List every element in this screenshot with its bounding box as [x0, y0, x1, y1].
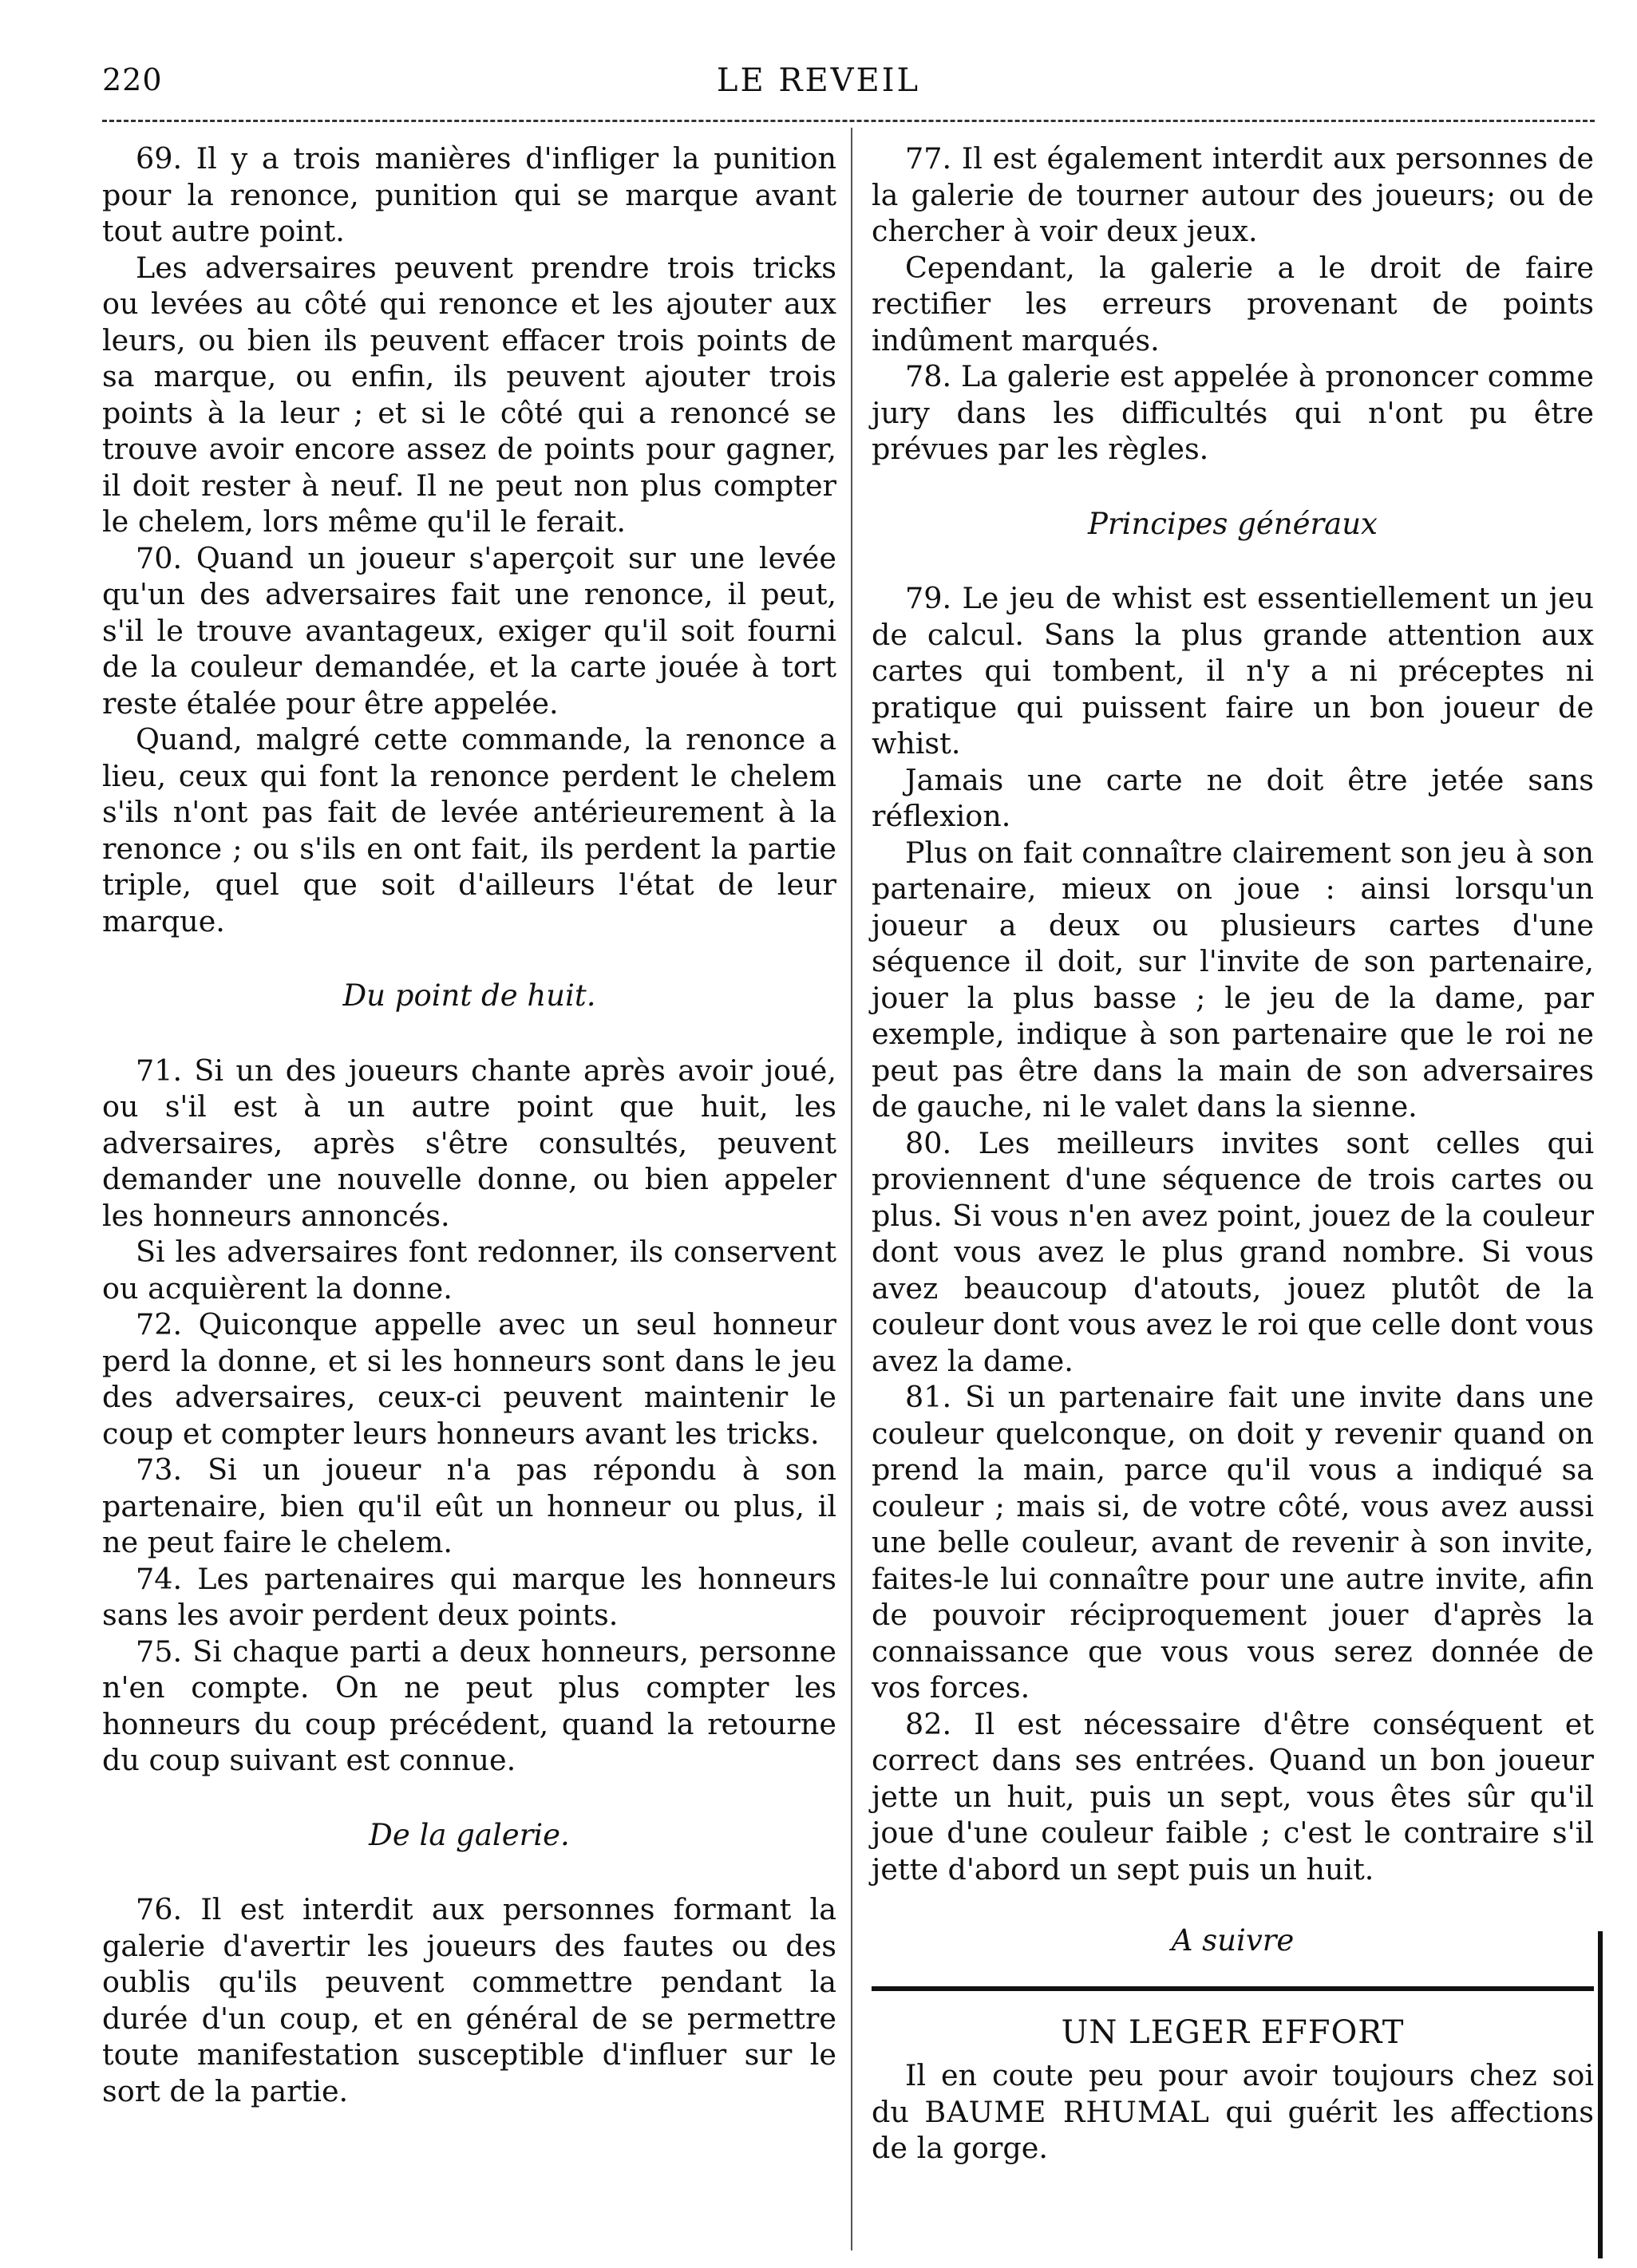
left-column	[102, 140, 836, 2109]
advert-title: UN LEGER EFFORT	[1061, 2013, 1405, 2051]
paragraph-82: 82. Il est nécessaire d'être conséquent et correct dans ses entrées. Quand un bon joueur jette un huit, puis un sept, vous êtes sûr qu'il joue d'une couleur faible ; c'est le contraire s'il jette d'abord un sept puis un huit.	[872, 1706, 1594, 1887]
section-heading-galerie: De la galerie.	[369, 1817, 570, 1852]
paragraph-70: 70. Quand un joueur s'aperçoit sur une levée qu'un des adversaires fait une renonce, il peut, s'il le trouve avantageux, exiger qu'il soit fourni de la couleur demandée, et la carte jouée à tort reste étalée pour être appelée.	[102, 540, 836, 721]
column-divider	[851, 128, 852, 2250]
paragraph-81: 81. Si un partenaire fait une invite dans une couleur quelconque, on doit y revenir quand on prend la main, parce qu'il vous a indiqué sa couleur ; mais si, de votre côté, vous avez aussi une belle couleur, avant de revenir à son invite, faites-le lui connaître pour une autre invite, afin de pouvoir réciproquement jouer d'après la connaissance que vous vous serez donnée de vos forces.	[872, 1380, 1594, 1705]
to-continue-note: A suivre	[1171, 1923, 1295, 1958]
advert-text	[872, 2057, 1594, 2167]
advert-brand: BAUME RHUMAL	[924, 2094, 1210, 2129]
paragraph-75: 75. Si chaque parti a deux honneurs, personne n'en compte. On ne peut plus compter les honneurs du coup précédent, quand la retourne du coup suivant est connue.	[102, 1634, 836, 1777]
section-heading-principes: Principes généraux	[1088, 506, 1378, 541]
advert-rule	[872, 1986, 1594, 1991]
right-edge-rule	[1598, 1931, 1603, 2258]
paragraph-70-cont: Quand, malgré cette commande, la renonce a lieu, ceux qui font la renonce perdent le chelem s'ils n'ont pas fait de levée antérieurement à la renonce ; ou s'ils en ont fait, ils perdent la partie triple, quel que soit d'ailleurs l'état de leur marque.	[102, 722, 836, 938]
paragraph-72: 72. Quiconque appelle avec un seul honneur perd la donne, et si les honneurs sont dans le jeu des adversaires, ceux-ci peuvent maintenir le coup et compter leurs honneurs avant les tricks.	[102, 1307, 836, 1451]
right-column	[872, 140, 1594, 2167]
paragraph-69-cont: Les adversaires peuvent prendre trois tricks ou levées au côté qui renonce et les ajouter aux leurs, ou bien ils peuvent effacer trois points de sa marque, ou enfin, ils peuvent ajouter trois points à la leur ; et si le côté qui a renoncé se trouve avoir encore assez de points pour gagner, il doit rester à neuf. Il ne peut non plus compter le chelem, lors même qu'il le ferait.	[102, 250, 836, 539]
paragraph-74: 74. Les partenaires qui marque les honneurs sans les avoir perdent deux points.	[102, 1561, 836, 1632]
paragraph-76: 76. Il est interdit aux personnes formant la galerie d'avertir les joueurs des fautes ou des oublis qu'ils peuvent commettre pendant la durée d'un coup, et en général de se permettre toute manifestation susceptible d'influer sur le sort de la partie.	[102, 1892, 836, 2108]
running-title: LE REVEIL	[716, 62, 921, 99]
advert-text-after: qui guérit les affections de la gorge.	[872, 2094, 1594, 2165]
paragraph-77: 77. Il est également interdit aux personnes de la galerie de tourner autour des joueurs; ou de chercher à voir deux jeux.	[872, 141, 1594, 248]
paragraph-79-cont-2: Plus on fait connaître clairement son jeu à son partenaire, mieux on joue : ainsi lorsqu'un joueur a deux ou plusieurs cartes d'une séquence il doit, sur l'invite de son partenaire, jouer la plus basse ; le jeu de la dame, par exemple, indique à son partenaire que le roi ne peut pas être dans la main de son adversaires de gauche, ni le valet dans la sienne.	[872, 835, 1594, 1124]
paragraph-79: 79. Le jeu de whist est essentiellement un jeu de calcul. Sans la plus grande attention aux cartes qui tombent, il n'y a ni préceptes ni pratique qui puissent faire un bon joueur de whist.	[872, 581, 1594, 761]
paragraph-77-cont: Cependant, la galerie a le droit de faire rectifier les erreurs provenant de points indûment marqués.	[872, 250, 1594, 358]
section-heading-point-de-huit: Du point de huit.	[342, 978, 596, 1013]
page-number: 220	[102, 62, 163, 97]
paragraph-78: 78. La galerie est appelée à prononcer comme jury dans les difficultés qui n'ont pu être prévues par les règles.	[872, 359, 1594, 466]
paragraph-69: 69. Il y a trois manières d'infliger la punition pour la renonce, punition qui se marque avant tout autre point.	[102, 141, 836, 248]
paragraph-80: 80. Les meilleurs invites sont celles qui proviennent d'une séquence de trois cartes ou plus. Si vous n'en avez point, jouez de la couleur dont vous avez le plus grand nombre. Si vous avez beaucoup d'atouts, jouez plutôt de la couleur dont vous avez le roi que celle dont vous avez la dame.	[872, 1125, 1594, 1378]
paragraph-73: 73. Si un joueur n'a pas répondu à son partenaire, bien qu'il eût un honneur ou plus, il ne peut faire le chelem.	[102, 1452, 836, 1559]
paragraph-71-cont: Si les adversaires font redonner, ils conservent ou acquièrent la donne.	[102, 1235, 836, 1306]
header-rule	[102, 120, 1595, 122]
advert-text-before: Il en coute peu pour avoir toujours chez soi du	[872, 2058, 1594, 2129]
paragraph-71: 71. Si un des joueurs chante après avoir joué, ou s'il est à un autre point que huit, les adversaires, après s'être consultés, peuvent demander une nouvelle donne, ou bien appeler les honneurs annoncés.	[102, 1053, 836, 1233]
paragraph-79-cont-1: Jamais une carte ne doit être jetée sans réflexion.	[872, 762, 1594, 833]
